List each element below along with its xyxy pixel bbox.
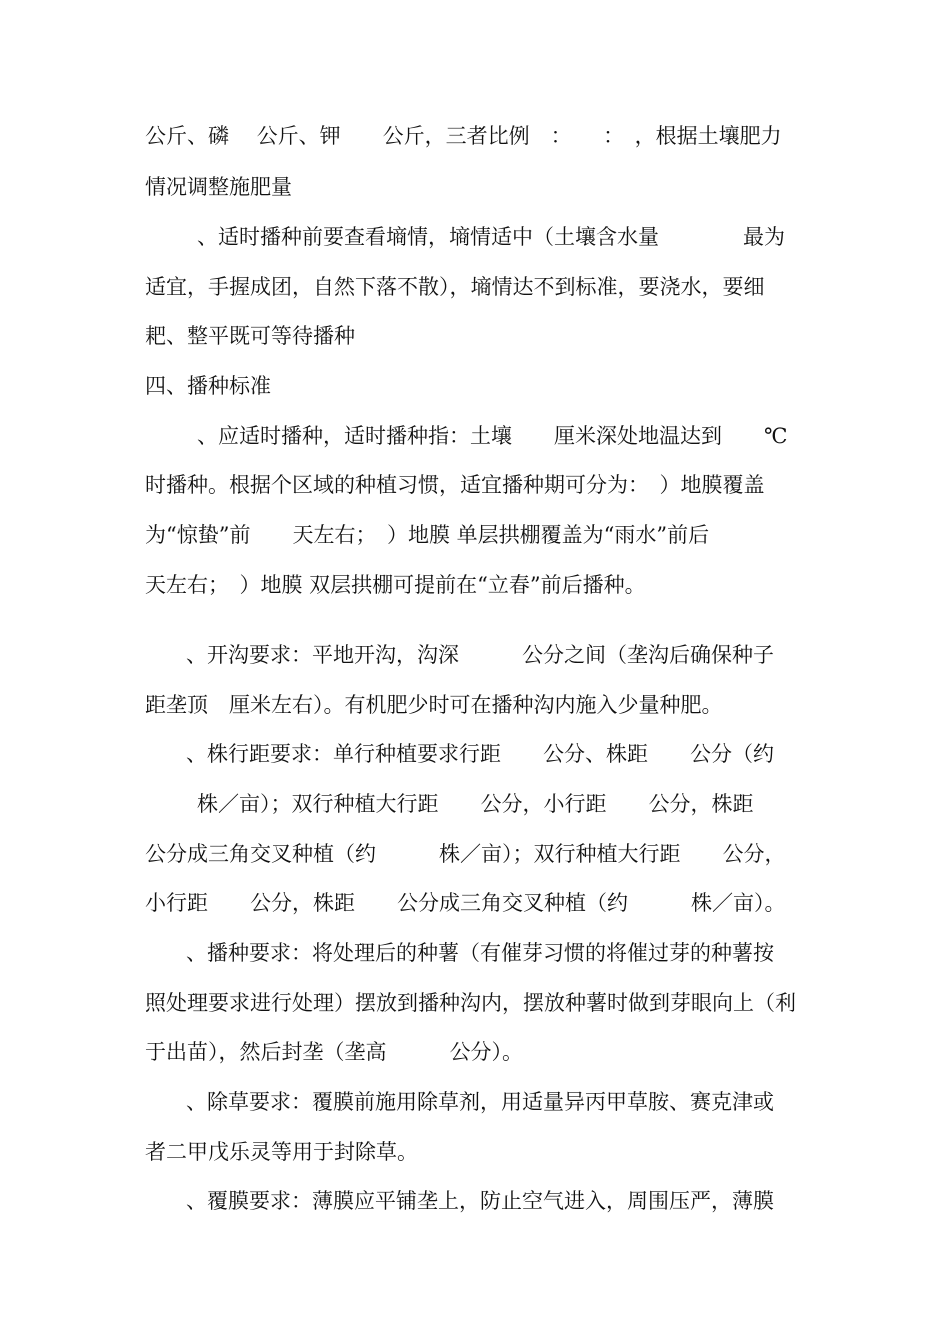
text-line: 株／亩）；双行种植大行距 公分，小行距 公分，株距: [197, 792, 754, 816]
text-line: 耙、整平既可等待播种: [145, 324, 355, 348]
text-line: 、播种要求：将处理后的种薯（有催芽习惯的将催过芽的种薯按: [186, 941, 774, 965]
text-line: 情况调整施肥量: [145, 175, 292, 199]
text-line: 天左右； ）地膜 双层拱棚可提前在“立春”前后播种。: [145, 573, 646, 597]
text-line: 小行距 公分，株距 公分成三角交叉种植（约 株／亩）。: [145, 891, 786, 915]
text-line: 、开沟要求：平地开沟，沟深 公分之间（垄沟后确保种子: [186, 643, 774, 667]
text-line: 公分成三角交叉种植（约 株／亩）；双行种植大行距 公分，: [145, 842, 786, 866]
text-line: 距垄顶 厘米左右）。有机肥少时可在播种沟内施入少量种肥。: [145, 693, 723, 717]
text-line: 、除草要求：覆膜前施用除草剂，用适量异丙甲草胺、赛克津或: [186, 1090, 774, 1114]
text-line: 者二甲戊乐灵等用于封除草。: [145, 1140, 418, 1164]
text-line: 、应适时播种，适时播种指：土壤 厘米深处地温达到 ℃: [197, 424, 788, 448]
text-line: 照处理要求进行处理）摆放到播种沟内，摆放种薯时做到芽眼向上（利: [145, 991, 796, 1015]
section-heading: 四、播种标准: [145, 374, 271, 398]
text-line: 于出苗），然后封垄（垄高 公分）。: [145, 1040, 523, 1064]
text-line: 为“惊蛰”前 天左右； ）地膜 单层拱棚覆盖为“雨水”前后: [145, 523, 710, 547]
text-line: 、株行距要求：单行种植要求行距 公分、株距 公分（约: [186, 742, 774, 766]
text-line: 适宜，手握成团，自然下落不散），墒情达不到标准，要浇水，要细: [145, 275, 765, 299]
text-line: 、覆膜要求：薄膜应平铺垄上，防止空气进入，周围压严，薄膜: [186, 1189, 774, 1213]
text-line: 、适时播种前要查看墒情，墒情适中（土壤含水量 最为: [197, 225, 785, 249]
text-line: 公斤、磷 公斤、钾 公斤，三者比例 ： ： ，根据土壤肥力: [145, 124, 782, 148]
text-line: 时播种。根据个区域的种植习惯，适宜播种期可分为： ）地膜覆盖: [145, 473, 765, 497]
